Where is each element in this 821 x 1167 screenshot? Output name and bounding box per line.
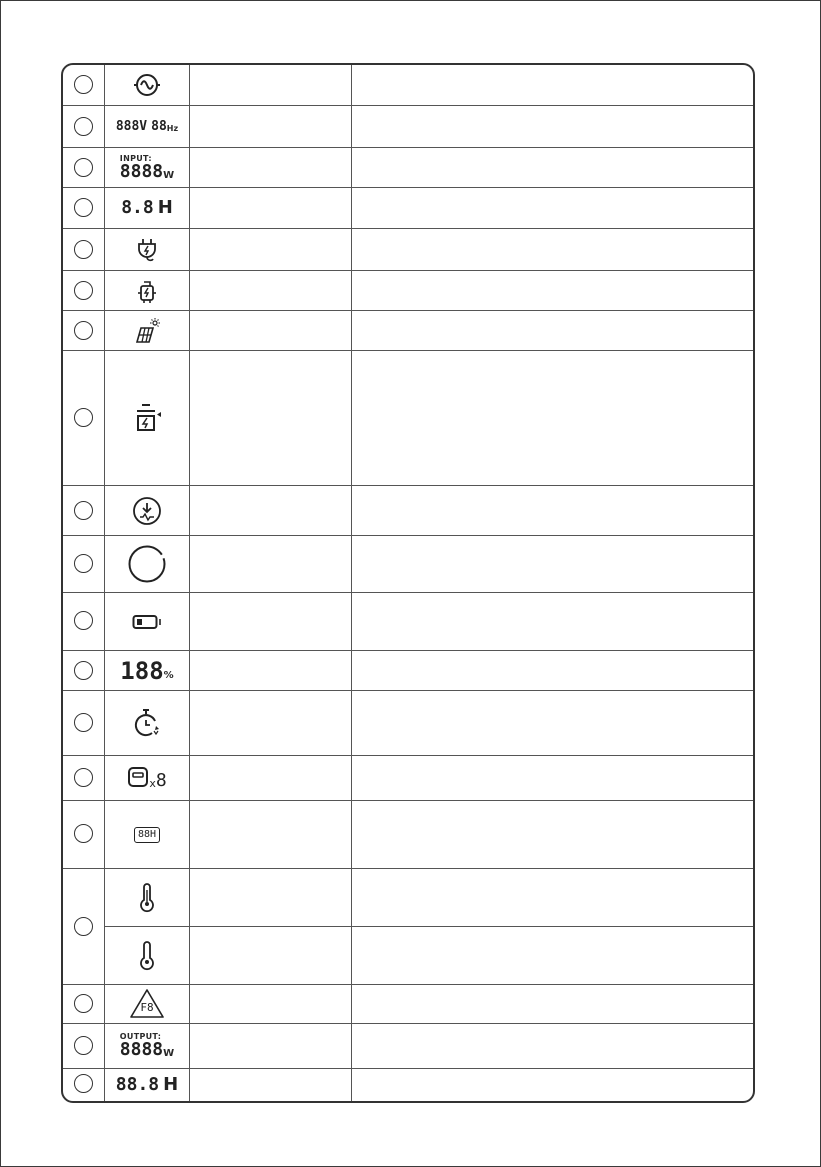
bullet-circle (74, 1036, 93, 1055)
bullet-circle (74, 713, 93, 732)
table-row (63, 651, 753, 690)
bullet-circle (74, 408, 93, 427)
voltage-value: 888V (115, 119, 148, 134)
icon-description-table (61, 63, 755, 1103)
bullet-circle (74, 281, 93, 300)
table-row (63, 351, 753, 485)
bullet-circle (74, 611, 93, 630)
table-row (63, 188, 753, 228)
hours-badge: 88H (134, 827, 160, 843)
runtime-unit: H (163, 1074, 179, 1095)
table-row (63, 486, 753, 535)
timer-icon (105, 691, 190, 755)
battery-percent-display (105, 651, 190, 690)
table-row (63, 148, 753, 187)
bullet-circle (74, 158, 93, 177)
bullet-circle (74, 75, 93, 94)
table-row (63, 271, 753, 310)
bullet-circle (74, 117, 93, 136)
charge-time-value: 8.8 (121, 197, 154, 218)
runtime-display (105, 1069, 190, 1101)
runtime-value: 88.8 (115, 1074, 160, 1095)
battery-percent-unit: % (163, 670, 174, 681)
input-label: INPUT: (119, 153, 152, 163)
battery-level-icon (105, 593, 190, 650)
bullet-circle (74, 661, 93, 680)
frequency-value: 88 (151, 119, 167, 134)
output-unit: W (163, 1048, 175, 1059)
table-row (63, 106, 753, 147)
table-row (63, 985, 753, 1023)
table-row (63, 229, 753, 270)
output-label: OUTPUT: (119, 1032, 162, 1041)
charge-time-unit: H (157, 197, 173, 218)
bullet-circle (74, 917, 93, 936)
ups-icon (105, 486, 190, 535)
battery-pack-value: 8 (155, 770, 167, 791)
table-row (63, 1024, 753, 1068)
battery-pack-count-display (105, 756, 190, 800)
battery-pack-icon (127, 766, 149, 790)
output-value: 8888 (119, 1039, 164, 1060)
charge-time-display (105, 188, 190, 228)
table-row (63, 801, 753, 868)
input-power-display (105, 148, 190, 187)
table-row (63, 593, 753, 650)
voltage-frequency-display (105, 106, 190, 147)
battery-pack-prefix: x (149, 776, 156, 790)
table-row (63, 756, 753, 800)
bullet-circle (74, 994, 93, 1013)
battery-percent-value: 188 (120, 656, 164, 685)
input-unit: W (163, 169, 175, 181)
table-row (63, 869, 753, 984)
bullet-circle (74, 198, 93, 217)
table-row (63, 311, 753, 350)
output-power-display (105, 1024, 190, 1068)
frequency-unit: Hz (166, 123, 179, 133)
fault-code-value: F8 (140, 1001, 154, 1014)
table-row (63, 536, 753, 592)
input-value: 8888 (119, 160, 164, 182)
table-row (63, 691, 753, 755)
ac-charging-icon (105, 229, 190, 270)
bullet-circle (74, 240, 93, 259)
bullet-circle (74, 501, 93, 520)
bullet-circle (74, 321, 93, 340)
temperature-low-icon (105, 927, 190, 984)
solar-charging-icon (105, 311, 190, 350)
hours-badge-display (105, 801, 190, 868)
table-row (63, 1069, 753, 1101)
ac-output-icon (105, 65, 190, 105)
table-row (63, 65, 753, 105)
bullet-circle (74, 768, 93, 787)
ring-indicator (105, 536, 190, 592)
bullet-circle (74, 824, 93, 843)
temperature-high-icon (105, 869, 190, 926)
bullet-circle (74, 554, 93, 573)
fault-code-display (105, 985, 190, 1023)
battery-charging-icon (105, 351, 190, 485)
car-charging-icon (105, 271, 190, 310)
bullet-circle (74, 1074, 93, 1093)
